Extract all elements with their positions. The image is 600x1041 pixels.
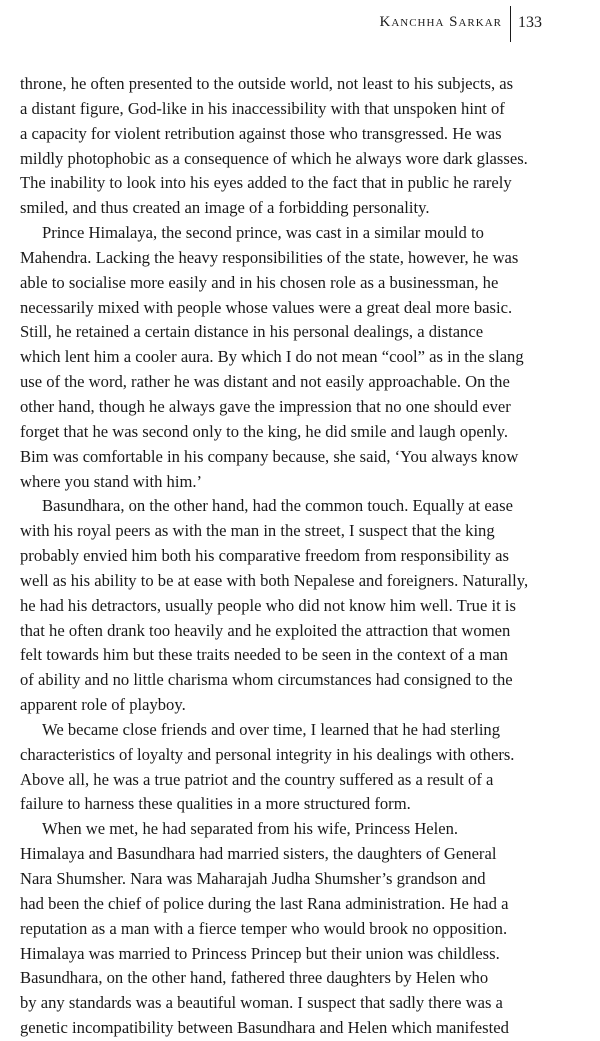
paragraph [20, 221, 578, 494]
text-line: Himalaya was married to Princess Princep but their union was childless. [20, 943, 500, 963]
body-text [20, 72, 578, 1041]
text-line: Nara Shumsher. Nara was Maharajah Judha Shumsher’s grandson and [20, 869, 486, 888]
text-line: able to socialise more easily and in his chosen role as a businessman, he [20, 272, 499, 292]
text-line: which lent him a cooler aura. By which I do not mean “cool” as in the slang [20, 347, 524, 367]
text-line: mildly photophobic as a consequence of which he always wore dark glasses. [20, 148, 528, 168]
text-line: When we met, he had separated from his wife, Princess Helen. [42, 819, 459, 839]
text-line: with his royal peers as with the man in the street, I suspect that the king [20, 521, 495, 541]
text-line: Himalaya and Basundhara had married sisters, the daughters of General [20, 844, 497, 864]
paragraph [20, 718, 578, 817]
text-line: forget that he was second only to the king, he did smile and laugh openly. [20, 421, 509, 441]
text-line: felt towards him but these traits needed to be seen in the context of a man [20, 645, 508, 665]
text-line: necessarily mixed with people whose values were a great deal more basic. [20, 297, 513, 317]
paragraph [20, 494, 578, 718]
text-line: We became close friends and over time, I learned that he had sterling [42, 719, 501, 739]
text-line: probably envied him both his comparative freedom from responsibility as [20, 546, 509, 566]
text-line: genetic incompatibility between Basundhara and Helen which manifested [20, 1018, 509, 1038]
paragraph [20, 817, 578, 1041]
text-line: Basundhara, on the other hand, fathered three daughters by Helen who [20, 968, 489, 988]
text-line: Prince Himalaya, the second prince, was cast in a similar mould to [42, 223, 484, 243]
text-line: Still, he retained a certain distance in his personal dealings, a distance [20, 322, 484, 342]
text-line: by any standards was a beautiful woman. I suspect that sadly there was a [20, 993, 503, 1013]
text-line: Basundhara, on the other hand, had the common touch. Equally at ease [42, 496, 513, 516]
text-line: Bim was comfortable in his company because, she said, ‘You always know [20, 446, 519, 466]
text-line: reputation as a man with a fierce temper who would brook no opposition. [20, 918, 508, 938]
text-line: he had his detractors, usually people who did not know him well. True it is [20, 595, 516, 615]
text-line: of ability and no little charisma whom circumstances had consigned to the [20, 670, 513, 690]
running-head-title: Kanchha Sarkar [379, 14, 502, 30]
text-line: use of the word, rather he was distant and not easily approachable. On the [20, 372, 510, 392]
text-line: Above all, he was a true patriot and the country suffered as a result of a [20, 769, 494, 789]
text-line: a distant figure, God-like in his inaccessibility with that unspoken hint of [20, 98, 505, 118]
text-line: had been the chief of police during the last Rana administration. He had a [20, 893, 509, 913]
paragraph [20, 72, 578, 221]
text-line: failure to harness these qualities in a more structured form. [20, 794, 411, 814]
text-line: The inability to look into his eyes added to the fact that in public he rarely [20, 173, 512, 193]
text-line: where you stand with him.’ [20, 471, 203, 491]
text-line: that he often drank too heavily and he exploited the attraction that women [20, 620, 511, 640]
text-line: throne, he often presented to the outside world, not least to his subjects, as [20, 74, 514, 93]
text-line: well as his ability to be at ease with both Nepalese and foreigners. Naturally, [20, 570, 529, 590]
text-line: other hand, though he always gave the impression that no one should ever [20, 396, 511, 416]
text-line: a capacity for violent retribution against those who transgressed. He was [20, 123, 502, 143]
text-line: apparent role of playboy. [20, 695, 186, 715]
text-line: characteristics of loyalty and personal integrity in his dealings with others. [20, 744, 515, 764]
text-line: smiled, and thus created an image of a forbidding personality. [20, 198, 430, 218]
text-line: Mahendra. Lacking the heavy responsibilities of the state, however, he was [20, 247, 519, 267]
page-number: 133 [518, 14, 542, 31]
header-divider [510, 6, 511, 42]
